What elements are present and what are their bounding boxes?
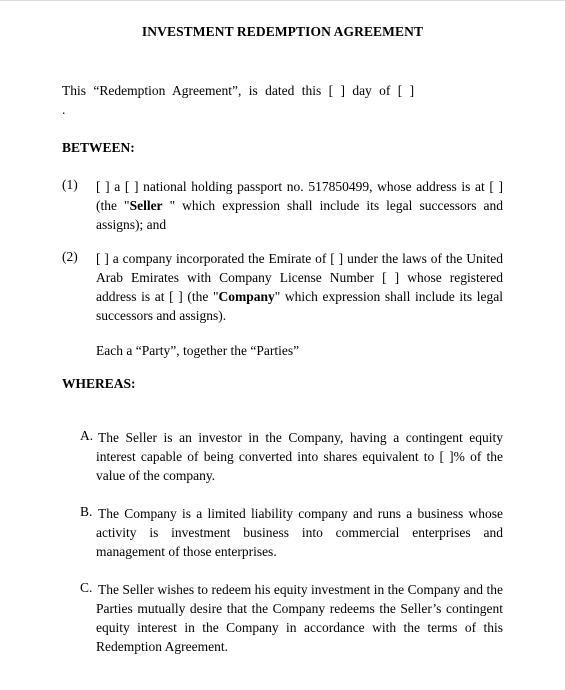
party-1-text-b: " which expression shall include its legal successors and assigns); and [96,198,503,232]
recital-c-label: C. [80,580,93,595]
party-1-defined-term: Seller [129,198,163,213]
party-2-defined-term: Company [218,289,275,304]
recital-a-text: The Seller is an investor in the Company, having a contingent equity interest capable of being converted into shares equivalent to [ ]% of the value of the company. [96,430,503,483]
document-title: INVESTMENT REDEMPTION AGREEMENT [141,24,424,39]
party-1-number: (1) [62,177,78,192]
recital-c-text: The Seller wishes to redeem his equity investment in the Company and the Parties mutually desire that the Company redeems the Seller’s contingent equity interest in the Company in accordance with the terms of this Redemption Agreement. [96,582,503,654]
party-definition: Each a “Party”, together the “Parties” [96,343,300,358]
party-1-text-a: [ ] a [ ] national holding passport no. 517850499, whose address is at [ ] (the " [96,179,503,213]
recital-b-text: The Company is a limited liability company and runs a business whose activity is investment business into commercial enterprises and management of those enterprises. [96,506,503,559]
recital-b-label: B. [80,504,93,519]
party-1-clause [96,177,503,234]
party-2-text-a: [ ] a company incorporated the Emirate of [ ] under the laws of the United Arab Emirates with Company License Number [ ] whose registered address is at [ ] (the " [96,251,503,304]
party-2-text-b: " which expression shall include its legal successors and assigns). [96,289,503,323]
intro-paragraph: This “Redemption Agreement”, is dated this [ ] day of [ ] [62,83,415,98]
party-2-clause [96,249,503,325]
party-2-number: (2) [62,249,78,264]
whereas-heading: WHEREAS: [62,376,136,391]
intro-period: . [62,102,66,117]
recital-a-label: A. [80,428,94,443]
page-top-border [0,0,565,1]
between-heading: BETWEEN: [62,140,135,155]
